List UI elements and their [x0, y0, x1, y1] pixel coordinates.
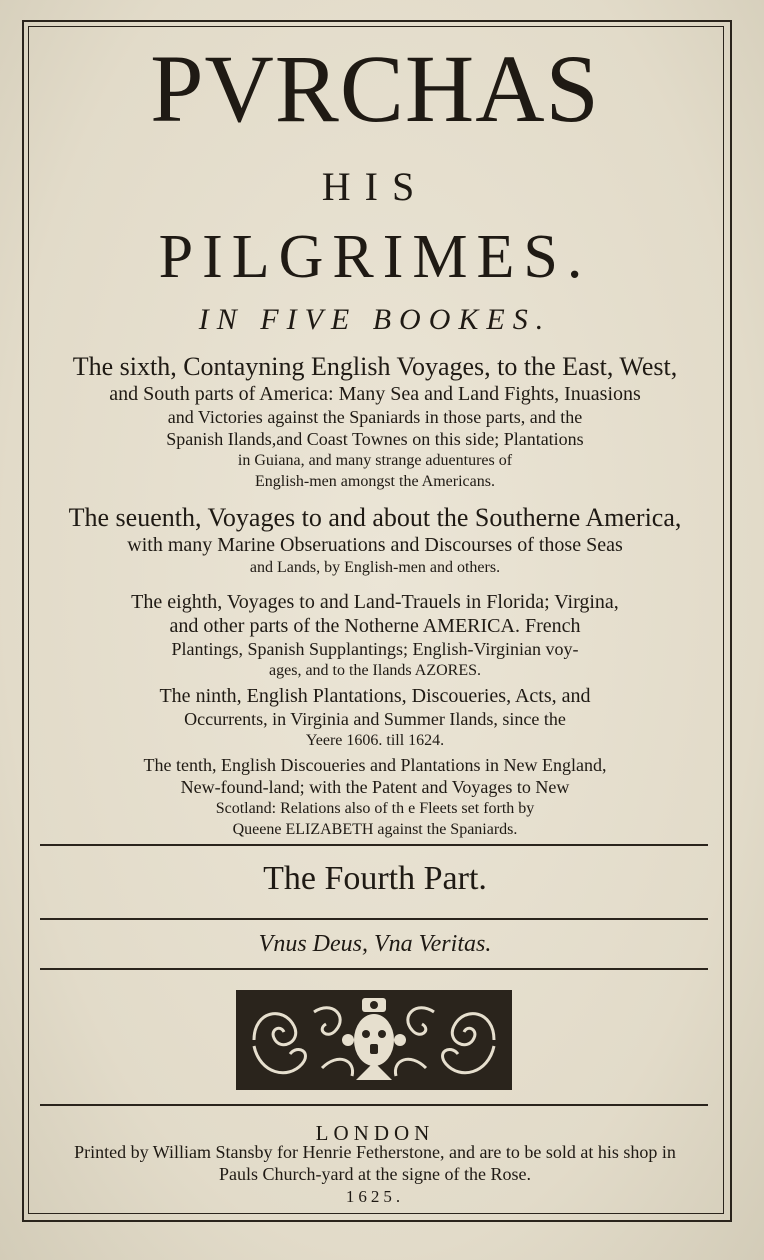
- book-tenth-description: [30, 754, 720, 840]
- text-line: Spanish Ilands,and Coast Townes on this side; Plantations: [166, 429, 584, 449]
- text-line: The sixth, Contayning English Voyages, to the East, West,: [72, 352, 678, 381]
- subtitle-pilgrimes: PILGRIMES.: [158, 223, 592, 291]
- text-line: Queene ELIZABETH against the Spaniards.: [232, 821, 518, 838]
- book-sixth-description: [30, 352, 720, 492]
- text-line: Occurrents, in Virginia and Summer Ilands, since the: [184, 709, 566, 729]
- text-line: Plantings, Spanish Supplantings; English-Virginian voy-: [171, 639, 579, 659]
- imprint-shop-line: Pauls Church-yard at the signe of the Rose.: [219, 1164, 531, 1184]
- text-line: and other parts of the Notherne AMERICA. French: [169, 615, 581, 637]
- imprint-year: 1625.: [345, 1187, 405, 1206]
- text-line: English-men amongst the Americans.: [255, 473, 495, 490]
- text-line: The eighth, Voyages to and Land-Trauels in Florida; Virgina,: [131, 591, 619, 613]
- woodcut-ornament-icon: [236, 990, 512, 1090]
- text-line: The seuenth, Voyages to and about the Southerne America,: [68, 503, 682, 532]
- subtitle-his: HIS: [321, 164, 429, 209]
- divider-rule: [40, 1104, 708, 1106]
- imprint-printer-line: Printed by William Stansby for Henrie Fetherstone, and are to be sold at his shop in: [74, 1142, 676, 1162]
- book-ninth-description: [30, 684, 720, 751]
- part-heading: The Fourth Part.: [263, 860, 487, 897]
- text-line: Scotland: Relations also of th e Fleets set forth by: [215, 800, 535, 817]
- text-line: Yeere 1606. till 1624.: [305, 732, 445, 749]
- text-line: ages, and to the Ilands AZORES.: [269, 662, 481, 679]
- book-seventh-description: [30, 503, 720, 578]
- text-line: and Victories against the Spaniards in those parts, and the: [167, 407, 583, 427]
- motto: Vnus Deus, Vna Veritas.: [258, 931, 492, 957]
- divider-rule: [40, 844, 708, 846]
- text-line: with many Marine Obseruations and Discourses of those Seas: [127, 534, 623, 556]
- imprint-city: LONDON: [315, 1121, 435, 1145]
- divider-rule: [40, 918, 708, 920]
- text-line: The tenth, English Discoueries and Plantations in New England,: [143, 755, 607, 775]
- text-line: in Guiana, and many strange aduentures of: [237, 452, 513, 469]
- text-line: The ninth, English Plantations, Discoueries, Acts, and: [159, 685, 591, 707]
- book-eighth-description: [30, 590, 720, 681]
- text-line: and South parts of America: Many Sea and Land Fights, Inuasions: [109, 383, 641, 405]
- divider-rule: [40, 968, 708, 970]
- five-bookes-heading: IN FIVE BOOKES.: [198, 303, 552, 336]
- main-title: PVRCHAS: [150, 35, 600, 142]
- text-line: and Lands, by English-men and others.: [249, 559, 501, 576]
- text-line: New-found-land; with the Patent and Voyages to New: [180, 777, 570, 797]
